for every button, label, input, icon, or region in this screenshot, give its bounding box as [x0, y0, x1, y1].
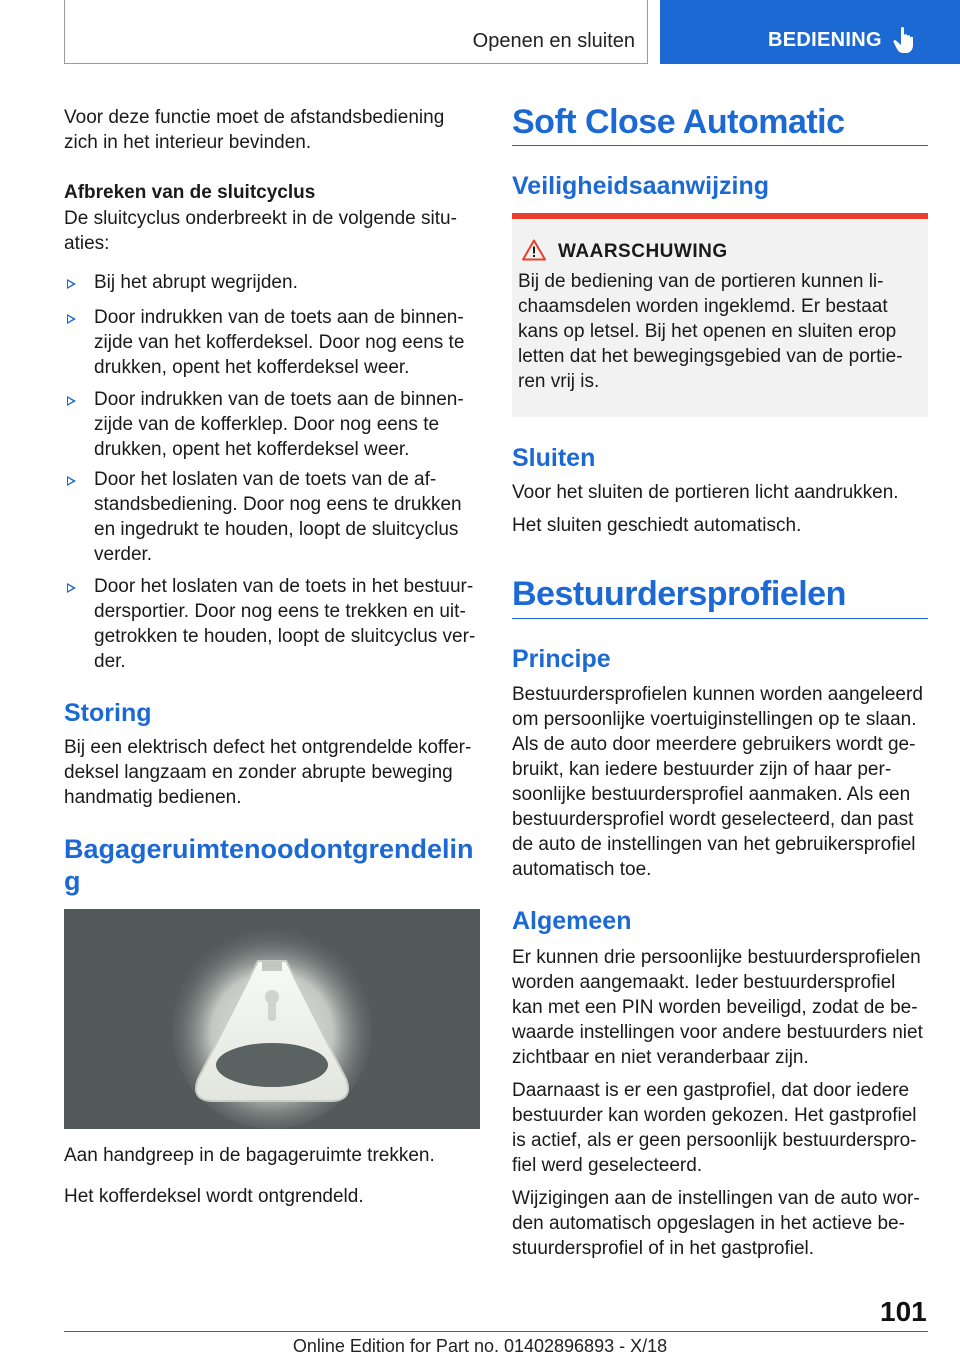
warning-title: WAARSCHUWING	[558, 241, 728, 262]
abort-heading: Afbreken van de sluitcyclus	[64, 182, 316, 203]
warning-box	[512, 213, 928, 417]
trunk-release-handle-image	[64, 909, 480, 1129]
footer-rule	[64, 1331, 928, 1332]
warning-color-bar	[512, 213, 928, 219]
emergency-heading-line-2: g	[64, 866, 81, 896]
soft-close-heading: Soft Close Automatic	[512, 103, 845, 141]
warning-text: Bij de bediening van de portieren kunnen lichaamsdelen worden ingeklemd. Er bestaat kans op letsel. Bij het openen en sluiten erop letten dat het bewegingsgebied van de portieren vrij is.	[518, 271, 903, 392]
algemeen-text-2: Daarnaast is er een gastprofiel, dat door iedere bestuurder kan worden gekozen. Het gastprofiel is actief, als er geen persoonlijk bestuurdersprofiel werd geselecteerd.	[512, 1080, 917, 1176]
sluiten-text-1: Voor het sluiten de portieren licht aandrukken.	[512, 482, 899, 503]
algemeen-heading: Algemeen	[512, 907, 632, 935]
caption-unlocked: Het kofferdeksel wordt ontgrendeld.	[64, 1186, 364, 1207]
intro-text: Voor deze functie moet de afstandsbediening zich in het interieur bevinden.	[64, 107, 445, 153]
caption-pull-handle: Aan handgreep in de bagageruimte trekken.	[64, 1145, 435, 1166]
triangle-bullet-icon	[67, 314, 76, 324]
principe-text: Bestuurdersprofielen kunnen worden aangeleerd om persoonlijke voertuiginstellingen op te slaan. Als de auto door meerdere gebruikers wordt gebruikt, kan iedere bestuurder zijn of haar persoonlijke bestuurdersprofiel aanmaken. Als een bestuurdersprofiel wordt geselecteerd, dan past de auto de instellingen van het gebruikersprofiel automatisch toe.	[512, 684, 923, 880]
heading-rule	[512, 145, 928, 146]
list-item-text: Door indrukken van de toets aan de binnenzijde van de kofferklep. Door nog eens te drukken, opent het kofferdeksel weer.	[94, 389, 464, 460]
abort-text: De sluitcyclus onderbreekt in de volgende situaties:	[64, 208, 457, 254]
sluiten-text-2: Het sluiten geschiedt automatisch.	[512, 515, 802, 536]
safety-heading: Veiligheidsaanwijzing	[512, 172, 770, 200]
hand-pointer-icon	[892, 26, 918, 54]
page-number: 101	[880, 1296, 927, 1327]
warning-triangle-icon	[522, 239, 546, 261]
trunk-handle-illustration	[64, 909, 480, 1129]
list-item-text: Door het loslaten van de toets van de afstandsbediening. Door nog eens te drukken en ingedrukt te houden, loopt de sluitcyclus verder.	[94, 469, 462, 565]
chapter-tab-label: BEDIENING	[768, 29, 882, 51]
header-section-box	[64, 0, 648, 64]
footer-edition: Online Edition for Part no. 01402896893 - X/18	[292, 1336, 668, 1356]
triangle-bullet-icon	[67, 583, 76, 593]
emergency-heading-line-1: Bagageruimtenoodontgrendelin	[64, 834, 474, 864]
heading-rule	[512, 618, 928, 619]
storing-text: Bij een elektrisch defect het ontgrendelde kofferdeksel langzaam en zonder abrupte beweging handmatig bedienen.	[64, 737, 472, 808]
triangle-bullet-icon	[67, 279, 76, 289]
header-section-title: Openen en sluiten	[472, 30, 635, 52]
triangle-bullet-icon	[67, 476, 76, 486]
triangle-bullet-icon	[67, 396, 76, 406]
header-chapter-tab[interactable]	[660, 0, 960, 64]
sluiten-heading: Sluiten	[512, 444, 596, 472]
list-item-text: Bij het abrupt wegrijden.	[94, 272, 298, 293]
list-item-text: Door het loslaten van de toets in het bestuurdersportier. Door nog eens te trekken en uitgetrokken te houden, loopt de sluitcyclus verder.	[94, 576, 476, 672]
principe-heading: Principe	[512, 645, 611, 673]
storing-heading: Storing	[64, 699, 152, 727]
algemeen-text-1: Er kunnen drie persoonlijke bestuurdersprofielen worden aangemaakt. Ieder bestuurdersprofiel kan met een PIN worden beveiligd, zodat de bewaarde instellingen voor andere bestuurders niet zichtbaar en niet veranderbaar zijn.	[512, 947, 923, 1068]
profiles-heading: Bestuurdersprofielen	[512, 575, 846, 613]
list-item-text: Door indrukken van de toets aan de binnenzijde van het kofferdeksel. Door nog eens te drukken, opent het kofferdeksel weer.	[94, 307, 465, 378]
algemeen-text-3: Wijzigingen aan de instellingen van de auto worden automatisch opgeslagen in het actieve bestuurdersprofiel of in het gastprofiel.	[512, 1188, 920, 1259]
